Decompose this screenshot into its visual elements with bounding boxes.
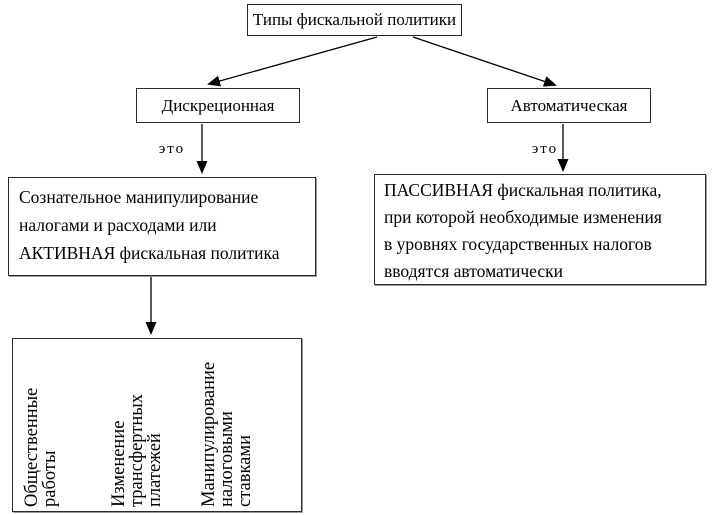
branch-box-automatic <box>487 88 651 123</box>
root-box <box>247 4 462 36</box>
description-text-active: Сознательное манипулирование налогами и расходами или АКТИВНАЯ фискальная политика <box>19 187 280 263</box>
branch-arrow-right <box>413 37 555 85</box>
description-box-passive <box>374 174 706 285</box>
branch-label-automatic: Автоматическая <box>510 95 628 115</box>
instruments-box <box>12 338 302 512</box>
description-text-passive: ПАССИВНАЯ фискальная политика, при которой необходимые изменения в уровнях государственных налогов вводятся автоматически <box>384 180 662 281</box>
instrument-column-public-works: Общественные работы <box>22 387 60 507</box>
description-box-active <box>8 177 316 276</box>
root-title: Типы фискальной политики <box>252 10 457 29</box>
branch-label-discretionary: Дискреционная <box>161 95 275 115</box>
branch-arrow-left <box>209 37 377 84</box>
instrument-column-tax-rates: Манипулирование налоговыми ставками <box>199 361 255 507</box>
connector-label-eto-right: это <box>531 141 559 157</box>
connector-label-eto-left: это <box>158 141 186 157</box>
branch-box-discretionary <box>136 88 300 123</box>
instrument-column-transfer-payments: Изменение трансфертных платежей <box>109 394 165 507</box>
